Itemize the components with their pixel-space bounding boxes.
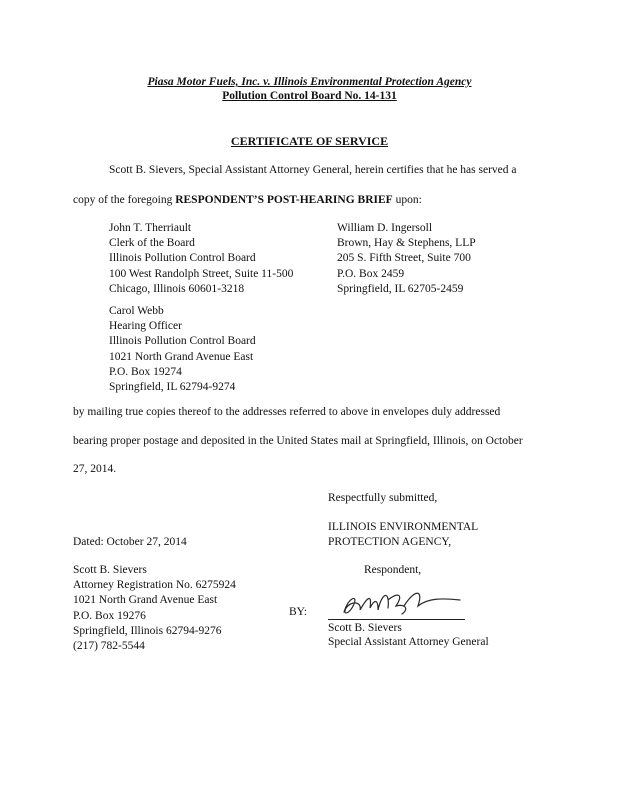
dated-line: Dated: October 27, 2014 [73,536,187,548]
address-line: Springfield, IL 62794-9274 [109,381,236,394]
address-line: Carol Webb [109,305,164,317]
intro-line-1: Scott B. Sievers, Special Assistant Attorney General, herein certifies that he has served a [109,164,517,176]
intro-line-2-suffix: upon: [392,194,422,206]
respectfully-submitted: Respectfully submitted, [328,492,438,504]
address-line: 100 West Randolph Street, Suite 11-500 [109,267,294,280]
respondent-label: Respondent, [364,564,422,576]
attorney-line: P.O. Box 19276 [73,609,146,622]
document-name: RESPONDENT’S POST-HEARING BRIEF [175,194,393,206]
address-line: P.O. Box 19274 [109,365,182,378]
board-number: Pollution Control Board No. 14-131 [222,90,397,102]
recipient-clerk [109,221,293,297]
address-line: Hearing Officer [109,320,182,333]
mailing-line-2: bearing proper postage and deposited in the United States mail at Springfield, Illinois, on October [73,435,523,447]
address-line: John T. Therriault [109,222,192,234]
agency-line-2: PROTECTION AGENCY, [328,536,452,548]
intro-line-2-prefix: copy of the foregoing [73,194,176,206]
attorney-line: (217) 782-5544 [73,640,145,653]
intro-line-2 [73,193,422,207]
recipient-counsel [337,221,476,297]
attorney-line: Attorney Registration No. 6275924 [73,579,236,592]
address-line: Illinois Pollution Control Board [109,252,256,265]
signature-line [328,619,465,620]
attorney-line: Scott B. Sievers [73,564,147,576]
case-title: Piasa Motor Fuels, Inc. v. Illinois Environmental Protection Agency [147,76,472,88]
address-line: P.O. Box 2459 [337,267,405,280]
address-line: Chicago, Illinois 60601-3218 [109,282,245,295]
attorney-line: Springfield, Illinois 62794-9276 [73,624,222,637]
address-line: Brown, Hay & Stephens, LLP [337,237,476,250]
by-label: BY: [289,606,308,618]
address-line: William D. Ingersoll [337,222,433,234]
attorney-block [73,563,236,654]
address-line: Springfield, IL 62705-2459 [337,282,464,295]
address-line: 205 S. Fifth Street, Suite 700 [337,252,471,265]
handwritten-signature [338,586,468,622]
agency-line-1: ILLINOIS ENVIRONMENTAL [328,521,479,533]
certificate-title: CERTIFICATE OF SERVICE [230,134,389,148]
signer-title: Special Assistant Attorney General [328,636,489,648]
address-line: Illinois Pollution Control Board [109,335,256,348]
mailing-line-3: 27, 2014. [73,463,117,475]
recipient-hearing-officer [109,304,256,395]
address-line: 1021 North Grand Avenue East [109,350,254,363]
attorney-line: 1021 North Grand Avenue East [73,594,218,607]
address-line: Clerk of the Board [109,237,195,250]
signer-name: Scott B. Sievers [328,622,402,634]
mailing-line-1: by mailing true copies thereof to the addresses referred to above in envelopes duly addressed [73,406,501,418]
